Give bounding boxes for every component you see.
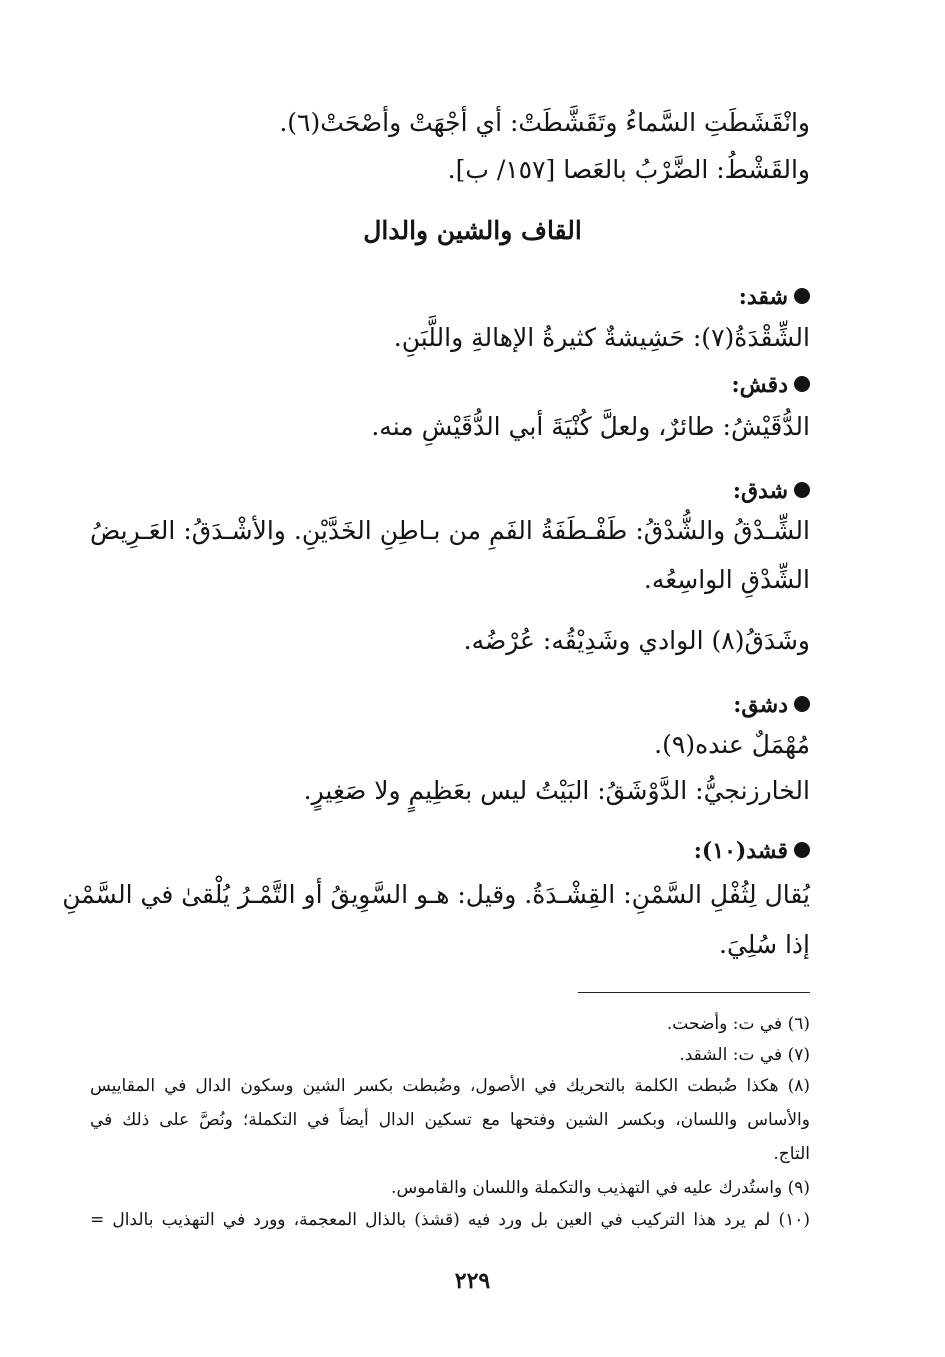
footnote: (٧) في ت: الشقد. [679,1045,810,1065]
page-number: ٢٢٩ [454,1268,491,1294]
entry-line: الشِّقْدَةُ(٧): حَشِيشةٌ كثيرةُ الإهالةِ واللَّبَنِ. [393,323,810,352]
entry-line: الشِّـدْقُ والشُّدْقُ: طَفْـطَفَةُ الفَمِ من بـاطِنِ الخَدَّيْنِ. والأشْـدَقُ: العَـرِيضُ [90,516,810,545]
section-title: القاف والشين والدال [363,216,582,245]
entry-head-label: دشق: [733,692,788,718]
entry-line: يُقال لِثُفْلِ السَّمْنِ: القِشْـدَةُ. وقيل: هـو السَّوِيقُ أو التَّمْـرُ يُلْقىٰ في السَّمْنِ [62,880,810,909]
bullet-icon [794,842,810,858]
entry-head-qshd [694,836,810,866]
entry-head-label: قشد(١٠): [693,838,788,864]
entry-line: الدُّقَيْشُ: طائرٌ، ولعلَّ كُنْيَةَ أبي الدُّقَيْشِ منه. [371,412,810,441]
entry-line: وشَدَقُ(٨) الوادي وشَدِيْقُه: عُرْضُه. [463,626,810,655]
footnote: (٦) في ت: وأضحت. [666,1014,810,1034]
footnote: (٨) هكذا ضُبطت الكلمة بالتحريك في الأصول، وضُبطت بكسر الشين وسكون الدال في المقاييس [90,1076,810,1096]
footnote-divider [578,992,810,993]
entry-line: إذا سُلِيَ. [719,930,810,959]
bullet-icon [794,288,810,304]
entry-head-label: شدق: [732,478,788,504]
footnote: (١٠) لم يرد هذا التركيب في العين بل ورد فيه (قشذ) بالذال المعجمة، وورد في التهذيب بالدال = [90,1210,810,1230]
entry-head-shqd [739,282,810,312]
entry-head-shdq [733,476,810,506]
bullet-icon [794,482,810,498]
text-line-1: وانْقَشَطَتِ السَّماءُ وتَقَشَّطَتْ: أي أجْهَتْ وأصْحَتْ(٦). [279,108,810,137]
entry-head-label: دقش: [731,372,788,398]
footnote: التاج. [773,1144,810,1164]
entry-head-dqsh [732,370,810,400]
bullet-icon [794,696,810,712]
footnote: والأساس واللسان، وبكسر الشين وفتحها مع تسكين الدال أيضاً في التكملة؛ ونُصَّ على ذلك في [90,1110,810,1130]
bullet-icon [794,376,810,392]
text-line-2: والقَشْطُ: الضَّرْبُ بالعَصا [١٥٧/ ب]. [447,155,810,184]
entry-head-label: شقد: [738,284,788,310]
entry-line: الشِّدْقِ الواسِعُه. [643,565,810,594]
entry-head-dshq [733,690,810,720]
entry-line: الخارزنجيُّ: الدَّوْشَقُ: البَيْتُ ليس بعَظِيمٍ ولا صَغِيرٍ. [303,776,810,805]
footnote: (٩) واستُدرك عليه في التهذيب والتكملة واللسان والقاموس. [391,1178,810,1198]
entry-line: مُهْمَلٌ عنده(٩). [654,730,810,759]
